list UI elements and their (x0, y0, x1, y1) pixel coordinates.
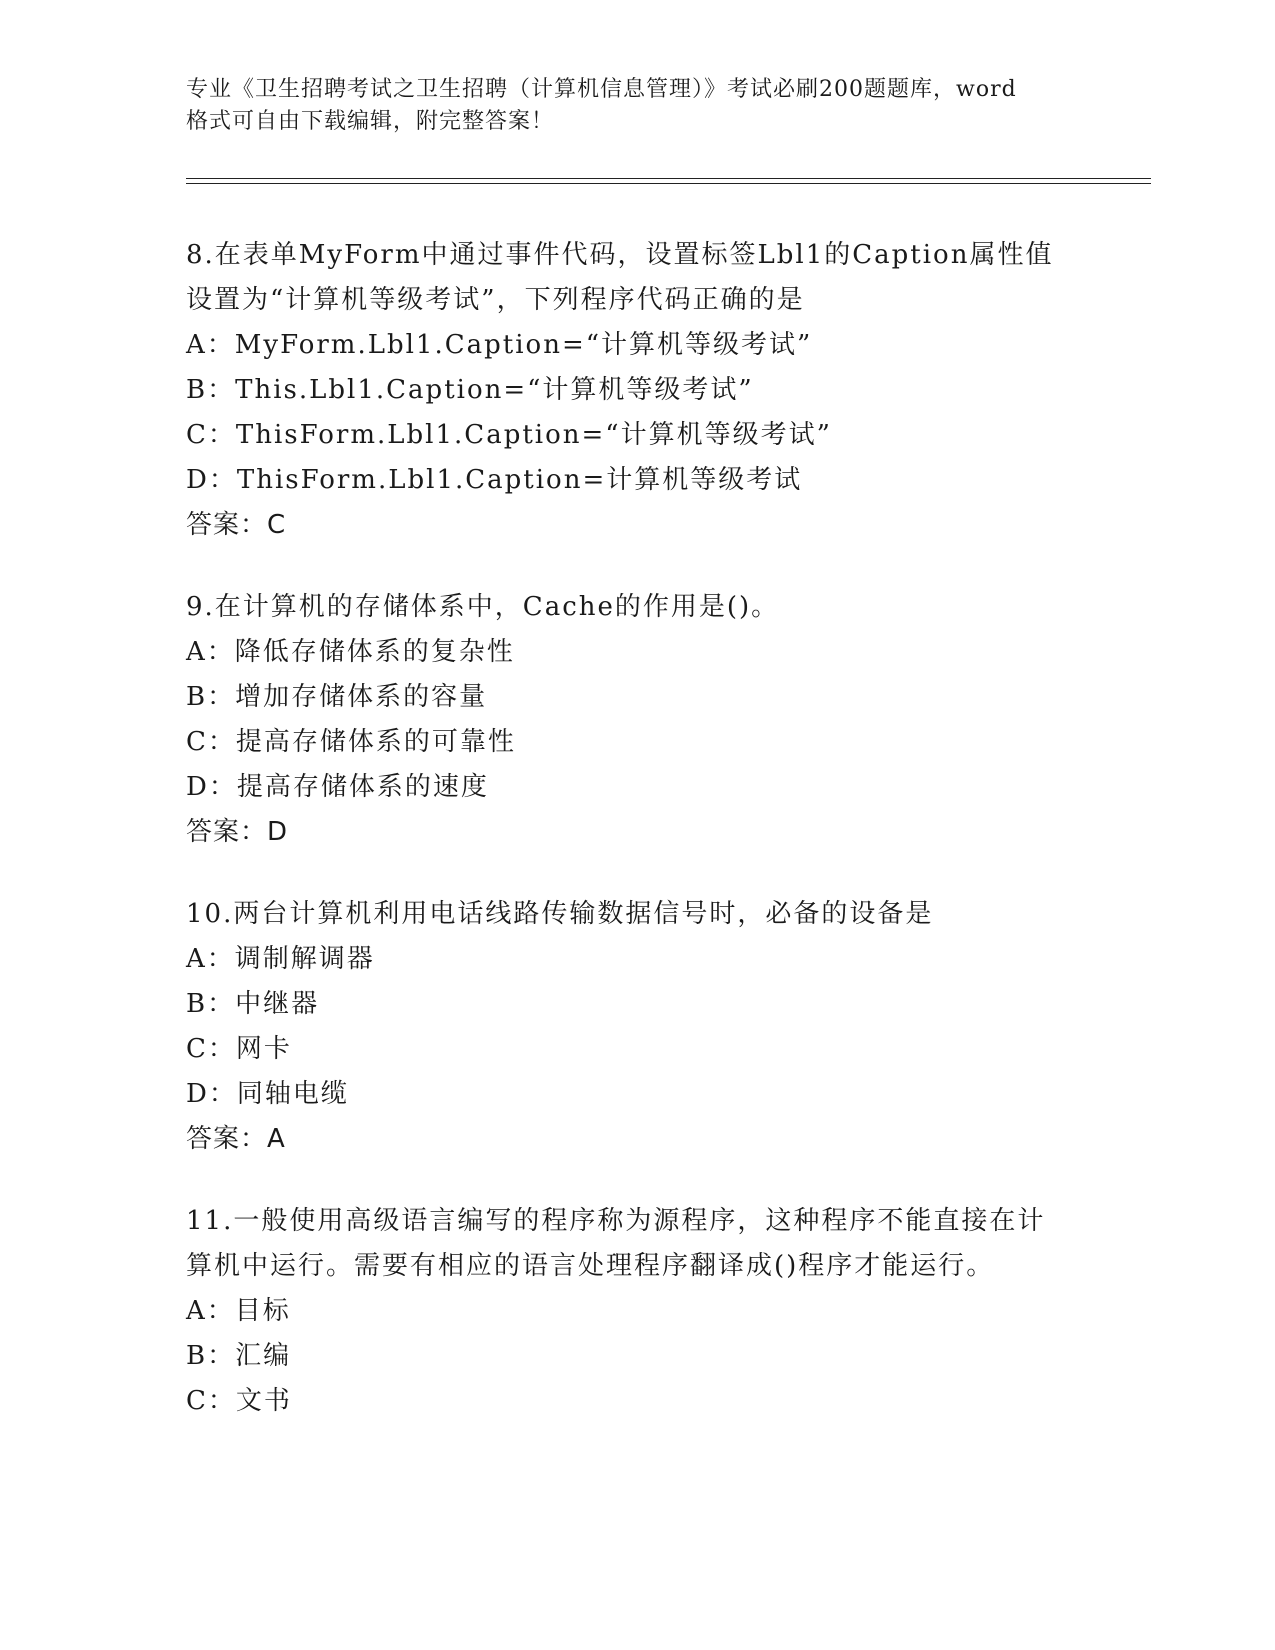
option-letter: D： (186, 465, 237, 495)
option-text: 提高存储体系的速度 (236, 772, 489, 802)
question-stem-line: 10.两台计算机利用电话线路传输数据信号时，必备的设备是 (186, 899, 934, 929)
option-letter: B： (186, 1341, 236, 1371)
header-line-1: 专业《卫生招聘考试之卫生招聘（计算机信息管理）》考试必刷200题题库，word (186, 77, 1017, 102)
option-letter: C： (186, 727, 236, 757)
answer-line: 答案：D (186, 817, 289, 847)
question-stem-line: 设置为“计算机等级考试”，下列程序代码正确的是 (186, 285, 805, 315)
question-item (186, 1199, 1086, 1424)
option-text: 同轴电缆 (236, 1079, 349, 1109)
option-b (186, 368, 1086, 413)
question-stem-line: 8.在表单MyForm中通过事件代码，设置标签Lbl1的Caption属性值 (186, 240, 1054, 270)
question-list (186, 233, 1086, 1461)
option-text: 降低存储体系的复杂性 (234, 637, 515, 667)
option-text: 中继器 (235, 989, 320, 1019)
option-c (186, 720, 1086, 765)
option-b (186, 1334, 1086, 1379)
option-a (186, 323, 1086, 368)
question-item (186, 585, 1086, 855)
question-stem-line: 11.一般使用高级语言编写的程序称为源程序，这种程序不能直接在计 (186, 1206, 1046, 1236)
option-b (186, 982, 1086, 1027)
option-letter: A： (186, 637, 235, 667)
question-stem-line: 9.在计算机的存储体系中，Cache的作用是()。 (186, 592, 780, 622)
option-d (186, 1072, 1086, 1117)
option-a (186, 937, 1086, 982)
option-text: 网卡 (235, 1034, 292, 1064)
option-letter: C： (186, 1386, 236, 1416)
option-text: 汇编 (235, 1341, 292, 1371)
option-letter: C： (186, 420, 236, 450)
option-d (186, 458, 1086, 503)
header-line-2: 格式可自由下载编辑，附完整答案！ (186, 109, 555, 134)
option-text: 调制解调器 (234, 944, 375, 974)
question-item (186, 892, 1086, 1162)
option-text: 目标 (234, 1296, 291, 1326)
option-letter: A： (186, 944, 235, 974)
option-c (186, 1379, 1086, 1424)
option-text: 提高存储体系的可靠性 (235, 727, 516, 757)
question-item (186, 233, 1086, 548)
option-letter: B： (186, 989, 236, 1019)
option-c (186, 1027, 1086, 1072)
document-header (186, 74, 1086, 138)
option-a (186, 630, 1086, 675)
option-d (186, 765, 1086, 810)
option-text: 增加存储体系的容量 (235, 682, 488, 712)
option-c (186, 413, 1086, 458)
option-letter: A： (186, 1296, 235, 1326)
option-b (186, 675, 1086, 720)
option-letter: B： (186, 375, 236, 405)
option-letter: B： (186, 682, 236, 712)
header-divider-bottom (186, 183, 1151, 184)
answer-line: 答案：A (186, 1124, 286, 1154)
option-letter: D： (186, 1079, 237, 1109)
option-letter: D： (186, 772, 237, 802)
option-text: 文书 (235, 1386, 292, 1416)
option-text: ThisForm.Lbl1.Caption=“计算机等级考试” (235, 420, 832, 450)
option-letter: A： (186, 330, 235, 360)
question-stem-line: 算机中运行。需要有相应的语言处理程序翻译成()程序才能运行。 (186, 1251, 995, 1281)
option-text: ThisForm.Lbl1.Caption=计算机等级考试 (236, 465, 803, 495)
answer-line: 答案：C (186, 510, 287, 540)
header-divider-top (186, 178, 1151, 179)
option-text: This.Lbl1.Caption=“计算机等级考试” (235, 375, 754, 405)
option-a (186, 1289, 1086, 1334)
option-text: MyForm.Lbl1.Caption=“计算机等级考试” (234, 330, 813, 360)
option-letter: C： (186, 1034, 236, 1064)
